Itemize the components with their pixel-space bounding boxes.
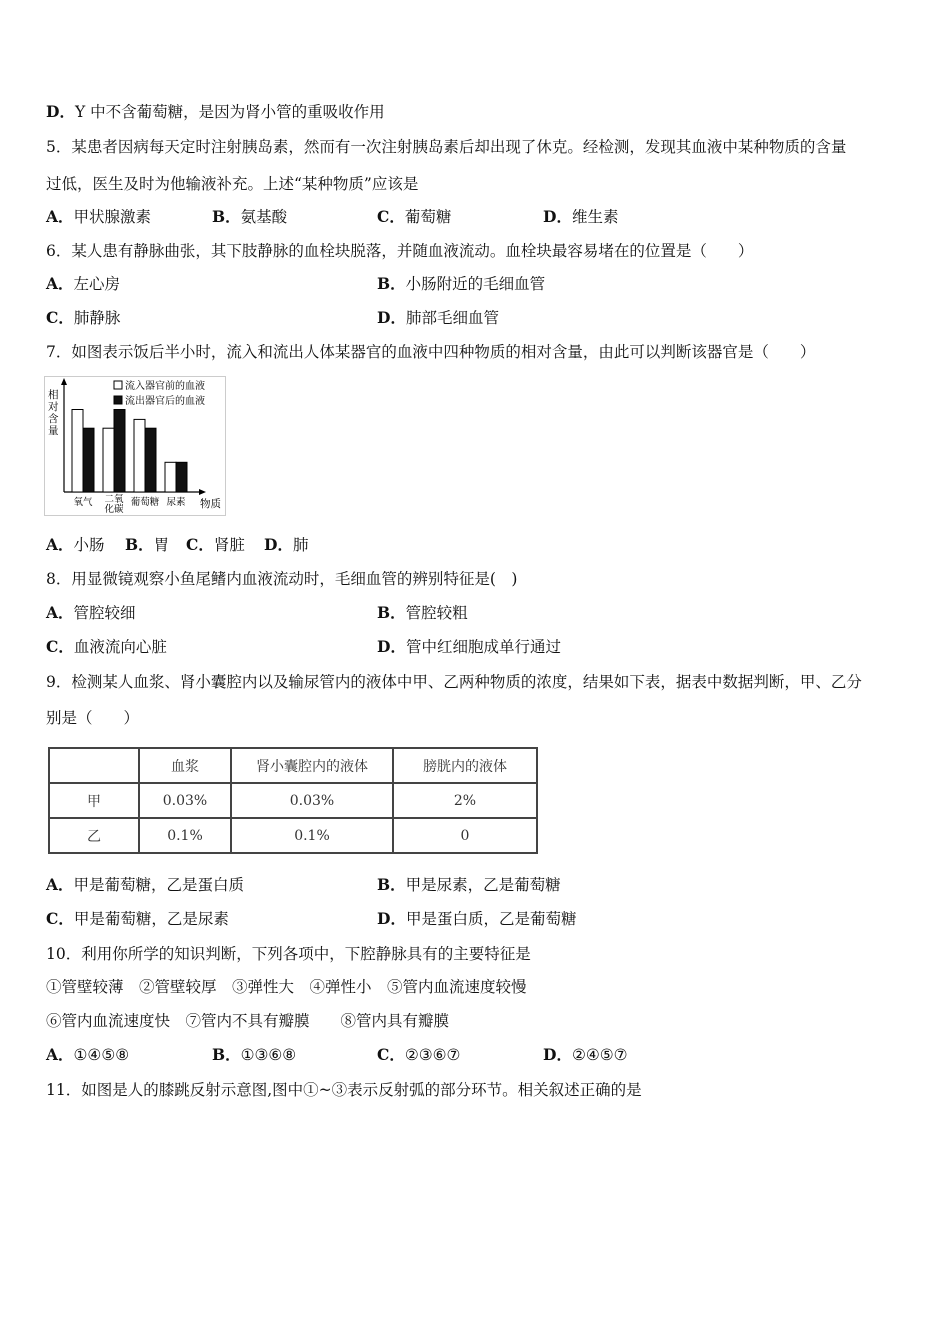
y-axis-label: 相对含量 bbox=[48, 389, 59, 437]
option-label: C． bbox=[46, 909, 74, 928]
option-label: B． bbox=[377, 875, 406, 894]
q9-stem-line1: 9．检测某人血浆、肾小囊腔内以及输尿管内的液体中甲、乙两种物质的浓度，结果如下表，据表中数据判断，甲、乙分 bbox=[46, 673, 862, 691]
q5-option-b bbox=[212, 207, 287, 227]
q10-option-c bbox=[377, 1045, 460, 1065]
q5-option-d bbox=[543, 207, 618, 227]
option-text: 血液流向心脏 bbox=[73, 638, 167, 656]
q9-option-b bbox=[377, 875, 561, 895]
chart-bars bbox=[72, 410, 187, 493]
q5-stem-line1: 5．某患者因病每天定时注射胰岛素，然而有一次注射胰岛素后却出现了休克。经检测，发现其血液中某种物质的含量 bbox=[46, 138, 847, 156]
option-text: ①③⑥⑧ bbox=[240, 1046, 297, 1064]
option-label: A． bbox=[46, 207, 74, 226]
q6-option-b bbox=[377, 274, 545, 294]
legend-swatch-inflow bbox=[114, 381, 122, 389]
table-cell: 2% bbox=[393, 783, 537, 818]
x-tick-label: 葡萄糖 bbox=[130, 497, 160, 508]
q10-option-d bbox=[543, 1045, 628, 1065]
table-cell: 0 bbox=[393, 818, 537, 853]
option-text: ②④⑤⑦ bbox=[571, 1046, 628, 1064]
option-text: 肺 bbox=[292, 536, 309, 554]
x-tick-label: 二氧化碳 bbox=[104, 494, 124, 515]
option-label: A． bbox=[46, 1045, 74, 1064]
q8-option-c bbox=[46, 637, 167, 657]
table-header-cell bbox=[49, 748, 139, 783]
legend-swatch-outflow bbox=[114, 396, 122, 404]
option-label: D． bbox=[377, 637, 406, 656]
q4-option-d bbox=[46, 102, 385, 122]
table-header-cell: 膀胱内的液体 bbox=[393, 748, 537, 783]
bar-inflow-0 bbox=[72, 410, 83, 493]
q9-stem-line2: 别是（ ） bbox=[46, 709, 140, 727]
option-label: B． bbox=[377, 274, 406, 293]
option-text: ①④⑤⑧ bbox=[73, 1046, 130, 1064]
option-text: 氨基酸 bbox=[240, 208, 288, 226]
option-text: ②③⑥⑦ bbox=[404, 1046, 461, 1064]
table-cell: 0.1% bbox=[231, 818, 393, 853]
y-axis-arrow-icon bbox=[61, 378, 67, 385]
chart-svg bbox=[44, 376, 226, 516]
option-label: A． bbox=[46, 875, 74, 894]
option-text: 小肠 bbox=[73, 536, 105, 554]
legend-label-inflow: 流入器官前的血液 bbox=[125, 381, 205, 392]
option-text: 胃 bbox=[153, 536, 170, 554]
q9-option-c bbox=[46, 909, 229, 929]
bar-outflow-0 bbox=[83, 428, 94, 492]
option-text: 肾脏 bbox=[213, 536, 245, 554]
option-text: 甲是蛋白质，乙是葡萄糖 bbox=[405, 910, 577, 928]
x-axis-arrow-icon bbox=[199, 489, 206, 495]
q7-stem: 7．如图表示饭后半小时，流入和流出人体某器官的血液中四种物质的相对含量，由此可以判断该器官是（ ） bbox=[46, 343, 816, 361]
bar-outflow-1 bbox=[114, 410, 125, 493]
option-text: 甲状腺激素 bbox=[73, 208, 152, 226]
option-text: Y 中不含葡萄糖，是因为肾小管的重吸收作用 bbox=[74, 103, 385, 121]
chart-legend bbox=[114, 379, 205, 407]
option-label: C． bbox=[186, 535, 214, 554]
table-header-cell: 肾小囊腔内的液体 bbox=[231, 748, 393, 783]
q9-option-d bbox=[377, 909, 576, 929]
q7-option-b bbox=[125, 535, 169, 555]
q11-stem: 11．如图是人的膝跳反射示意图,图中①~③表示反射弧的部分环节。相关叙述正确的是 bbox=[46, 1081, 642, 1099]
q6-option-c bbox=[46, 308, 120, 328]
q7-option-d bbox=[264, 535, 308, 555]
chart-tick-labels bbox=[73, 493, 186, 515]
table-cell: 0.1% bbox=[139, 818, 231, 853]
x-tick-label: 氧气 bbox=[73, 497, 93, 508]
table-cell: 甲 bbox=[49, 783, 139, 818]
bar-outflow-2 bbox=[145, 428, 156, 492]
option-label: D． bbox=[543, 1045, 572, 1064]
q5-option-c bbox=[377, 207, 451, 227]
option-label: C． bbox=[377, 207, 405, 226]
q7-bar-chart bbox=[44, 376, 226, 516]
option-text: 肺静脉 bbox=[73, 309, 121, 327]
option-label: D． bbox=[377, 308, 406, 327]
option-text: 维生素 bbox=[571, 208, 619, 226]
option-text: 甲是葡萄糖，乙是蛋白质 bbox=[73, 876, 245, 894]
table-cell: 乙 bbox=[49, 818, 139, 853]
q7-option-a bbox=[46, 535, 105, 555]
q9-option-a bbox=[46, 875, 244, 895]
q10-option-a bbox=[46, 1045, 129, 1065]
table-cell: 0.03% bbox=[139, 783, 231, 818]
q8-option-a bbox=[46, 603, 136, 623]
q8-option-b bbox=[377, 603, 468, 623]
bar-inflow-3 bbox=[165, 462, 176, 492]
q8-option-d bbox=[377, 637, 561, 657]
q6-stem: 6．某人患有静脉曲张，其下肢静脉的血栓块脱落，并随血液流动。血栓块最容易堵在的位置是（ ） bbox=[46, 242, 754, 260]
option-label: B． bbox=[377, 603, 406, 622]
option-label: C． bbox=[377, 1045, 405, 1064]
q10-features-line2: ⑥管内血流速度快 ⑦管内不具有瓣膜 ⑧管内具有瓣膜 bbox=[46, 1012, 450, 1030]
option-text: 管腔较细 bbox=[73, 604, 136, 622]
q5-stem-line2: 过低，医生及时为他输液补充。上述“某种物质”应该是 bbox=[46, 175, 419, 193]
bar-inflow-2 bbox=[134, 419, 145, 492]
option-label: D． bbox=[377, 909, 406, 928]
option-label: A． bbox=[46, 535, 74, 554]
option-text: 左心房 bbox=[73, 275, 121, 293]
table-header-cell: 血浆 bbox=[139, 748, 231, 783]
option-label: C． bbox=[46, 308, 74, 327]
table-cell: 0.03% bbox=[231, 783, 393, 818]
q10-option-b bbox=[212, 1045, 296, 1065]
x-tick-label: 尿素 bbox=[166, 497, 186, 508]
option-text: 葡萄糖 bbox=[404, 208, 452, 226]
q10-stem: 10．利用你所学的知识判断，下列各项中，下腔静脉具有的主要特征是 bbox=[46, 945, 531, 963]
option-text: 肺部毛细血管 bbox=[405, 309, 499, 327]
option-label: B． bbox=[125, 535, 154, 554]
option-text: 管腔较粗 bbox=[405, 604, 468, 622]
q10-features-line1: ①管壁较薄 ②管壁较厚 ③弹性大 ④弹性小 ⑤管内血流速度较慢 bbox=[46, 978, 527, 996]
bar-outflow-3 bbox=[176, 462, 187, 492]
table-row bbox=[49, 818, 537, 853]
q5-option-a bbox=[46, 207, 151, 227]
q8-stem: 8．用显微镜观察小鱼尾鳍内血液流动时，毛细血管的辨别特征是( ) bbox=[46, 570, 518, 588]
table-row bbox=[49, 783, 537, 818]
legend-label-outflow: 流出器官后的血液 bbox=[125, 396, 205, 407]
q9-data-table bbox=[48, 747, 538, 854]
option-label: A． bbox=[46, 603, 74, 622]
option-text: 小肠附近的毛细血管 bbox=[405, 275, 546, 293]
option-label: D． bbox=[264, 535, 293, 554]
option-text: 甲是葡萄糖，乙是尿素 bbox=[73, 910, 229, 928]
option-text: 管中红细胞成单行通过 bbox=[405, 638, 561, 656]
option-text: 甲是尿素，乙是葡萄糖 bbox=[405, 876, 561, 894]
option-label: A． bbox=[46, 274, 74, 293]
q6-option-d bbox=[377, 308, 499, 328]
option-label: D． bbox=[543, 207, 572, 226]
option-label: D． bbox=[46, 102, 75, 121]
q6-option-a bbox=[46, 274, 120, 294]
option-label: B． bbox=[212, 207, 241, 226]
q7-option-c bbox=[186, 535, 245, 555]
table-header-row bbox=[49, 748, 537, 783]
option-label: B． bbox=[212, 1045, 241, 1064]
x-axis-label: 物质 bbox=[200, 498, 221, 510]
option-label: C． bbox=[46, 637, 74, 656]
bar-inflow-1 bbox=[103, 428, 114, 492]
